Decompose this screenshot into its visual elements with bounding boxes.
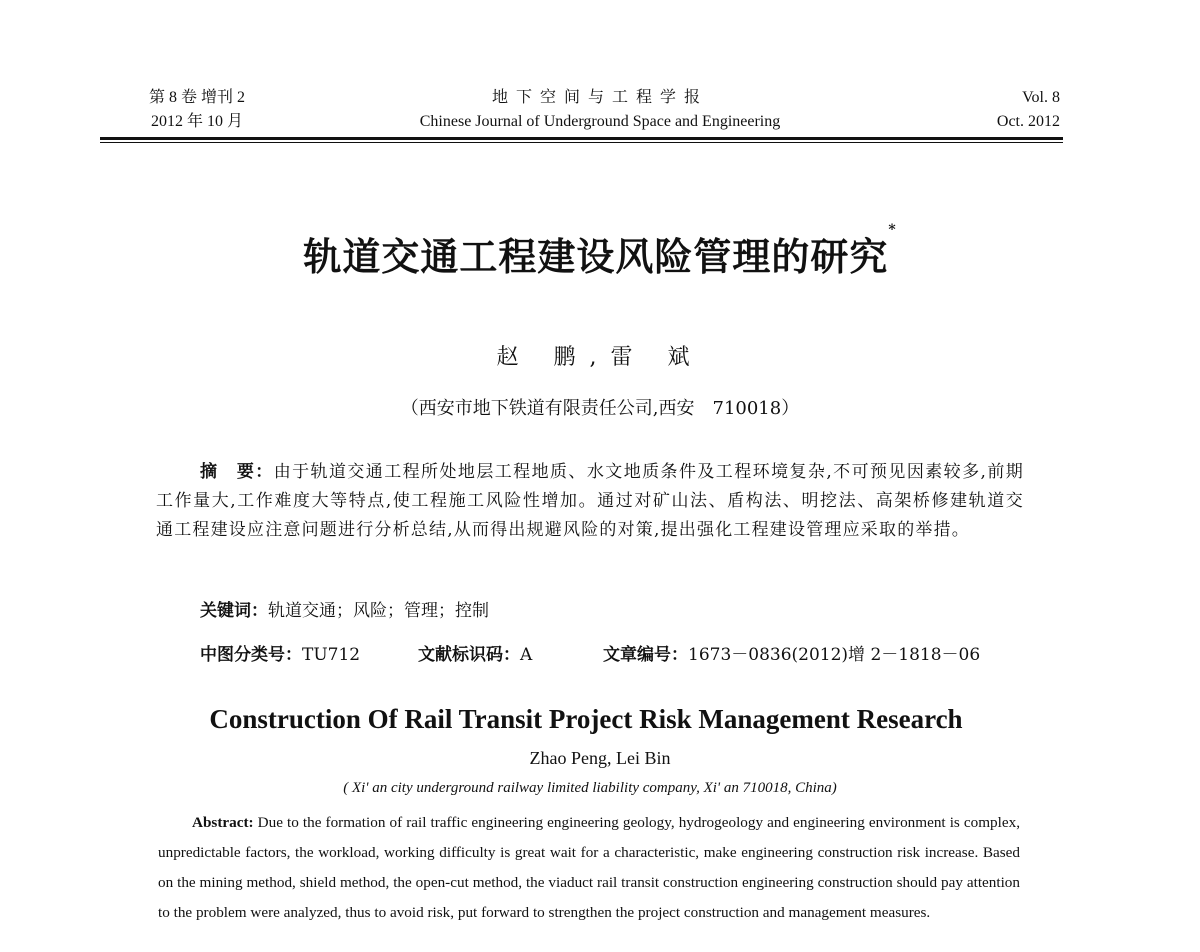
header-rule-thin (100, 142, 1063, 143)
clc-value: TU712 (302, 645, 361, 665)
classification-line (200, 640, 1030, 665)
header-volume-issue: 第 8 卷 增刊 2 (148, 89, 245, 106)
clc-label: 中图分类号： (200, 645, 302, 665)
journal-name-cn: 地下空间与工程学报 (491, 89, 708, 106)
article-no-label: 文章编号： (603, 645, 688, 665)
keywords-label: 关键词： (200, 601, 268, 621)
article-no-value: 1673－0836(2012)增 2－1818－06 (688, 645, 981, 665)
abstract-en-label: Abstract: (192, 814, 254, 831)
abstract-en (158, 808, 1020, 928)
header-volume-en (930, 86, 1060, 134)
header-volume-info (132, 86, 262, 134)
paper-title-cn (150, 222, 1050, 281)
header-date-cn: 2012 年 10 月 (150, 113, 243, 130)
authors-cn: 赵 鹏,雷 斌 (496, 345, 704, 370)
article-no-group (603, 640, 980, 665)
doc-code-label: 文献标识码： (418, 645, 520, 665)
affiliation-en: ( Xi' an city underground railway limited liability company, Xi' an 710018, China) (343, 780, 837, 796)
abstract-cn-text: 由于轨道交通工程所处地层工程地质、水文地质条件及工程环境复杂,不可预见因素较多,前期工作量大,工作难度大等特点,使工程施工风险性增加。通过对矿山法、盾构法、明挖法、高架桥修建轨道交通工程建设应注意问题进行分析总结,从而得出规避风险的对策,提出强化工程建设管理应采取的举措。 (156, 462, 1024, 540)
journal-name-en: Chinese Journal of Underground Space and Engineering (419, 113, 781, 130)
title-footnote-mark: * (888, 222, 897, 238)
header-rule-thick (100, 137, 1063, 140)
doc-code-group (418, 640, 603, 665)
abstract-cn-label: 摘 要： (200, 462, 274, 482)
paper-title-cn-text: 轨道交通工程建设风险管理的研究 (303, 234, 889, 279)
header-vol-en: Vol. 8 (1022, 89, 1060, 106)
abstract-en-text: Due to the formation of rail traffic engineering engineering geology, hydrogeology and engineering environment is complex, unpredictable factors, the workload, working difficulty is great wait for a characteristic, make engineering construction risk increase. Based on the mining method, shield method, the open-cut method, the viaduct rail transit construction engineering construction should pay attention to the problem were analyzed, thus to avoid risk, put forward to strengthen the project construction and management measures. (158, 814, 1020, 921)
keywords-cn (200, 596, 1020, 621)
authors-en: Zhao Peng, Lei Bin (529, 748, 671, 768)
affiliation-cn: （西安市地下铁道有限责任公司,西安 710018） (400, 398, 800, 419)
paper-title-en: Construction Of Rail Transit Project Risk Management Research (209, 704, 963, 734)
header-journal-name (380, 86, 820, 134)
header-date-en: Oct. 2012 (996, 113, 1060, 130)
keywords-text: 轨道交通；风险；管理；控制 (268, 601, 489, 621)
abstract-cn (156, 458, 1024, 545)
clc-group (200, 640, 418, 665)
doc-code-value: A (520, 645, 533, 665)
